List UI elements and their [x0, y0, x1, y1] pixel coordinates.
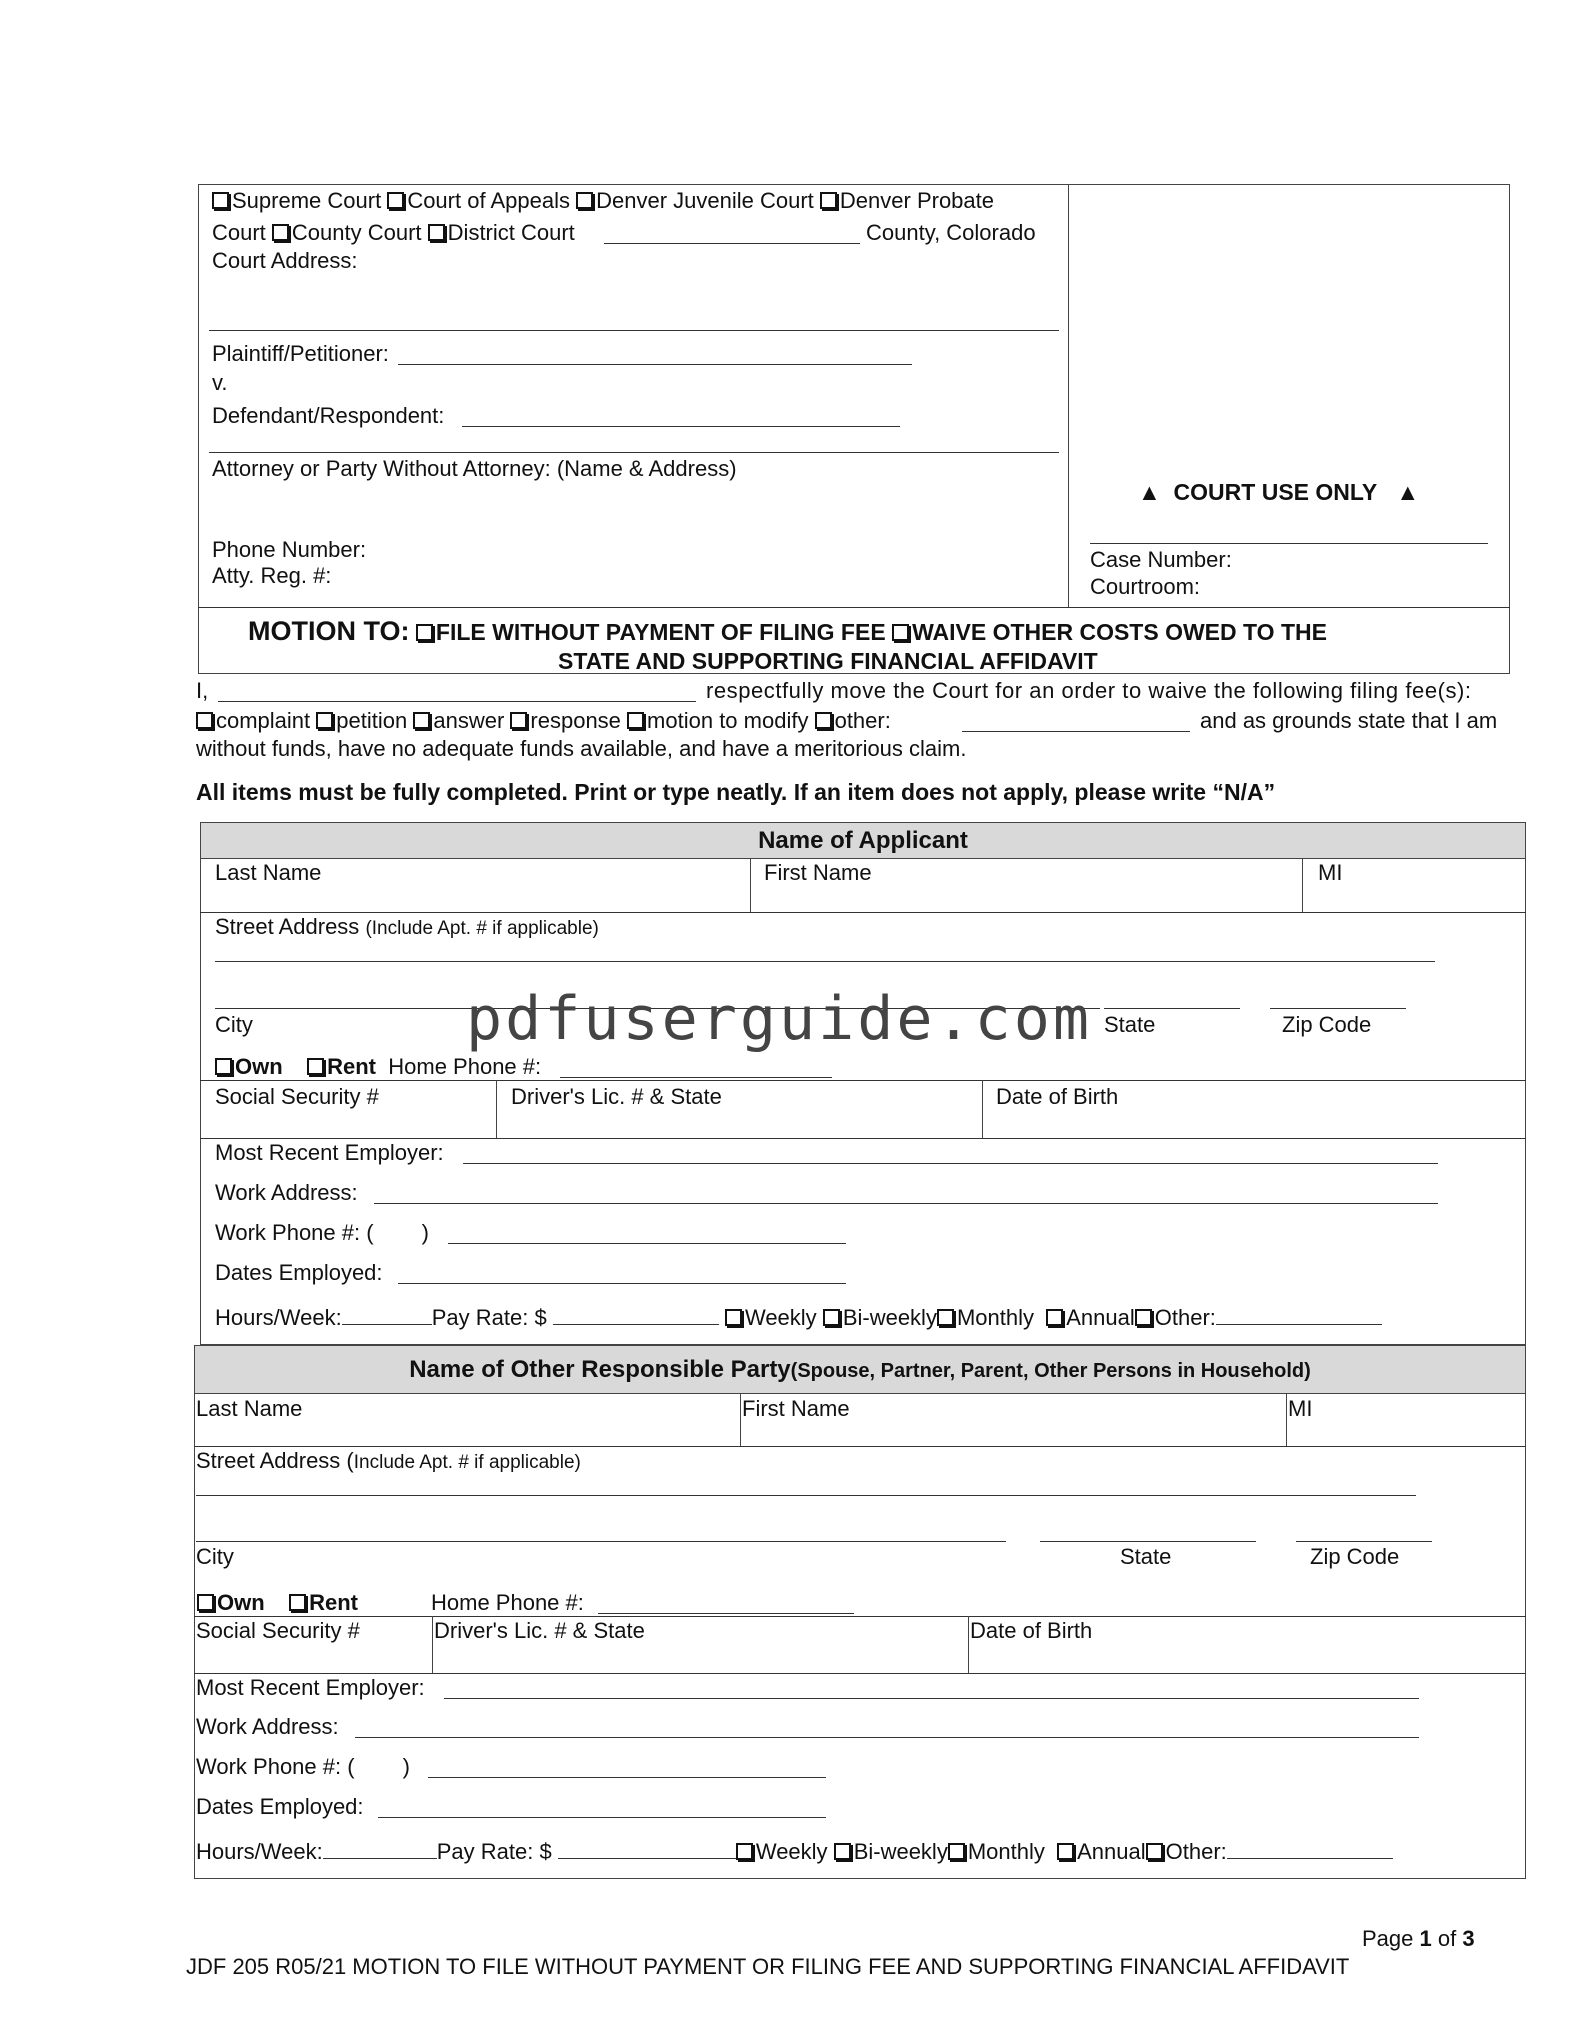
triangle-up-icon: ▲ — [1396, 479, 1420, 505]
applicant-street-line[interactable] — [215, 961, 1435, 962]
other-dates-employed-line[interactable] — [378, 1817, 826, 1818]
other-housing-row: Own Rent — [197, 1592, 358, 1614]
other-state-label: State — [1120, 1544, 1172, 1569]
applicant-work-phone-line[interactable] — [448, 1243, 846, 1244]
applicant-name-div-2 — [1302, 859, 1303, 912]
denver-probate-checkbox[interactable] — [820, 192, 837, 209]
motion-body-move: respectfully move the Court for an order to waive the following filing fee(s): — [706, 678, 1472, 703]
applicant-zip-line[interactable] — [1270, 1008, 1406, 1009]
applicant-dates-employed-label: Dates Employed: — [215, 1260, 383, 1285]
other-name-bottom — [194, 1446, 1526, 1447]
applicant-ids-div-1 — [496, 1080, 497, 1138]
applicant-home-phone-line[interactable] — [560, 1077, 832, 1078]
applicant-header: Name of Applicant — [200, 822, 1526, 859]
form-id: JDF 205 R05/21 MOTION TO FILE WITHOUT PAYMENT OR FILING FEE AND SUPPORTING FINANCIAL AFFIDAVIT — [186, 1954, 1350, 1979]
other-party-box — [194, 1345, 1526, 1879]
defendant-label: Defendant/Respondent: — [212, 403, 445, 428]
other-employer-label: Most Recent Employer: — [196, 1675, 425, 1700]
applicant-name-bottom — [200, 912, 1526, 913]
applicant-state-line[interactable] — [1104, 1008, 1240, 1009]
other-work-address-line[interactable] — [355, 1737, 1419, 1738]
caption-box — [198, 184, 1510, 674]
grounds-text: and as grounds state that I am — [1200, 708, 1498, 733]
applicant-ids-top — [200, 1080, 1526, 1081]
county-colorado-label: County, Colorado — [866, 220, 1036, 245]
applicant-state-label: State — [1104, 1012, 1156, 1037]
applicant-ids-div-2 — [982, 1080, 983, 1138]
defendant-line[interactable] — [462, 426, 900, 427]
other-other-checkbox[interactable] — [1146, 1843, 1163, 1860]
instructions: All items must be fully completed. Print or type neatly. If an item does not apply, please write “N/A” — [196, 779, 1276, 805]
other-work-phone-line[interactable] — [428, 1777, 826, 1778]
plaintiff-label: Plaintiff/Petitioner: — [212, 341, 389, 366]
applicant-other-checkbox[interactable] — [1135, 1309, 1152, 1326]
applicant-employer-line[interactable] — [463, 1163, 1438, 1164]
motion-body-line-3: without funds, have no adequate funds available, and have a meritorious claim. — [196, 736, 967, 761]
applicant-box — [200, 822, 1526, 1345]
supreme-court-checkbox[interactable] — [212, 192, 229, 209]
answer-checkbox[interactable] — [413, 712, 430, 729]
applicant-annual-checkbox[interactable] — [1046, 1309, 1063, 1326]
other-home-phone-line[interactable] — [598, 1613, 854, 1614]
other-hours-line[interactable] — [323, 1840, 437, 1859]
other-fee-line[interactable] — [962, 731, 1190, 732]
other-first-name-label: First Name — [742, 1396, 850, 1421]
applicant-drivers-label: Driver's Lic. # & State — [511, 1084, 722, 1109]
other-zip-label: Zip Code — [1310, 1544, 1400, 1569]
other-city-label: City — [196, 1544, 234, 1569]
applicant-ids-bottom — [200, 1138, 1526, 1139]
triangle-up-icon: ▲ — [1138, 479, 1161, 505]
other-city-line[interactable] — [196, 1541, 1006, 1542]
other-ids-top — [194, 1616, 1526, 1617]
applicant-pay-row: Hours/Week: Pay Rate: $ Weekly Bi-weekly Monthly Annual Other: — [215, 1306, 1382, 1329]
applicant-monthly-checkbox[interactable] — [937, 1309, 954, 1326]
other-monthly-checkbox[interactable] — [948, 1843, 965, 1860]
court-address-label: Court Address: — [212, 248, 358, 273]
motion-to-modify-checkbox[interactable] — [627, 712, 644, 729]
fee-options-row: complaint petition answer response motion to modify other: — [196, 710, 891, 732]
court-line-2: Court County Court District Court — [212, 220, 575, 245]
applicant-employer-label: Most Recent Employer: — [215, 1140, 444, 1165]
other-name-div-2 — [1286, 1394, 1287, 1446]
caption-motion-divider — [198, 607, 1510, 608]
other-other-line[interactable] — [1227, 1840, 1393, 1859]
other-ids-bottom — [194, 1673, 1526, 1674]
applicant-street-label: Street Address (Include Apt. # if applicable) — [215, 914, 599, 939]
applicant-dob-label: Date of Birth — [996, 1084, 1119, 1109]
applicant-other-line[interactable] — [1216, 1306, 1382, 1325]
other-mi-label: MI — [1288, 1396, 1313, 1421]
applicant-name-div-1 — [750, 859, 751, 912]
movant-name-line[interactable] — [218, 701, 696, 702]
applicant-work-address-label: Work Address: — [215, 1180, 358, 1205]
other-ssn-label: Social Security # — [196, 1618, 360, 1643]
court-address-line[interactable] — [209, 330, 1059, 331]
applicant-last-name-label: Last Name — [215, 860, 322, 885]
court-line-1: Supreme Court Court of Appeals Denver Juvenile Court Denver Probate — [212, 190, 994, 212]
case-number-label: Case Number: — [1090, 547, 1232, 572]
motion-title-line-1: MOTION TO: FILE WITHOUT PAYMENT OF FILING FEE WAIVE OTHER COSTS OWED TO THE — [248, 616, 1327, 646]
versus-label: v. — [212, 370, 228, 395]
other-zip-line[interactable] — [1296, 1541, 1432, 1542]
applicant-work-phone-label: Work Phone #: ( ) — [215, 1220, 429, 1245]
applicant-biweekly-checkbox[interactable] — [823, 1309, 840, 1326]
other-dob-label: Date of Birth — [970, 1618, 1093, 1643]
other-biweekly-checkbox[interactable] — [834, 1843, 851, 1860]
court-use-line — [1090, 543, 1488, 544]
other-work-phone-label: Work Phone #: ( ) — [196, 1754, 410, 1779]
court-use-only: ▲ COURT USE ONLY ▲ — [1138, 479, 1420, 505]
other-drivers-label: Driver's Lic. # & State — [434, 1618, 645, 1643]
other-ids-div-1 — [432, 1616, 433, 1673]
phone-label: Phone Number: — [212, 537, 367, 562]
applicant-pay-rate-line[interactable] — [553, 1306, 719, 1325]
applicant-own-checkbox[interactable] — [215, 1058, 232, 1075]
other-party-header: Name of Other Responsible Party(Spouse, Partner, Parent, Other Persons in Household) — [194, 1345, 1526, 1394]
other-employer-line[interactable] — [444, 1698, 1419, 1699]
applicant-hours-line[interactable] — [342, 1306, 432, 1325]
applicant-first-name-label: First Name — [764, 860, 872, 885]
plaintiff-line[interactable] — [398, 364, 912, 365]
motion-body-i: I, — [196, 678, 209, 703]
court-of-appeals-checkbox[interactable] — [387, 192, 404, 209]
denver-juvenile-checkbox[interactable] — [576, 192, 593, 209]
attorney-separator-line — [209, 452, 1059, 453]
atty-reg-label: Atty. Reg. #: — [212, 563, 332, 588]
other-street-label: Street Address (Include Apt. # if applicable) — [196, 1448, 581, 1473]
applicant-mi-label: MI — [1318, 860, 1343, 885]
applicant-city-label: City — [215, 1012, 253, 1037]
applicant-housing-row: Own Rent Home Phone #: — [215, 1056, 541, 1078]
page-number: Page 1 of 3 — [1362, 1926, 1475, 1951]
complaint-checkbox[interactable] — [196, 712, 213, 729]
motion-title-line-2: STATE AND SUPPORTING FINANCIAL AFFIDAVIT — [558, 648, 1098, 674]
applicant-work-address-line[interactable] — [374, 1203, 1438, 1204]
applicant-dates-employed-line[interactable] — [398, 1283, 846, 1284]
other-pay-rate-line[interactable] — [558, 1840, 736, 1859]
other-pay-row: Hours/Week: Pay Rate: $ Weekly Bi-weekly Monthly Annual Other: — [196, 1840, 1393, 1863]
caption-divider — [1068, 184, 1069, 607]
courtroom-label: Courtroom: — [1090, 574, 1201, 599]
other-weekly-checkbox[interactable] — [736, 1843, 753, 1860]
petition-checkbox[interactable] — [316, 712, 333, 729]
other-own-checkbox[interactable] — [197, 1594, 214, 1611]
county-name-line[interactable] — [604, 243, 860, 244]
other-dates-employed-label: Dates Employed: — [196, 1794, 364, 1819]
watermark: pdfuserguide.com — [466, 984, 1092, 1054]
other-name-div-1 — [740, 1394, 741, 1446]
district-court-checkbox[interactable] — [428, 224, 445, 241]
other-ids-div-2 — [968, 1616, 969, 1673]
county-court-checkbox[interactable] — [272, 224, 289, 241]
applicant-weekly-checkbox[interactable] — [725, 1309, 742, 1326]
other-state-line[interactable] — [1040, 1541, 1256, 1542]
waive-costs-checkbox[interactable] — [892, 624, 909, 641]
response-checkbox[interactable] — [510, 712, 527, 729]
applicant-rent-checkbox[interactable] — [307, 1058, 324, 1075]
other-street-line[interactable] — [196, 1495, 1416, 1496]
other-work-address-label: Work Address: — [196, 1714, 339, 1739]
attorney-label: Attorney or Party Without Attorney: (Name & Address) — [212, 456, 737, 481]
other-home-phone-label: Home Phone #: — [431, 1590, 584, 1615]
other-fee-checkbox[interactable] — [815, 712, 832, 729]
applicant-ssn-label: Social Security # — [215, 1084, 379, 1109]
file-without-payment-checkbox[interactable] — [416, 624, 433, 641]
other-annual-checkbox[interactable] — [1057, 1843, 1074, 1860]
other-last-name-label: Last Name — [196, 1396, 303, 1421]
other-rent-checkbox[interactable] — [289, 1594, 306, 1611]
applicant-zip-label: Zip Code — [1282, 1012, 1372, 1037]
